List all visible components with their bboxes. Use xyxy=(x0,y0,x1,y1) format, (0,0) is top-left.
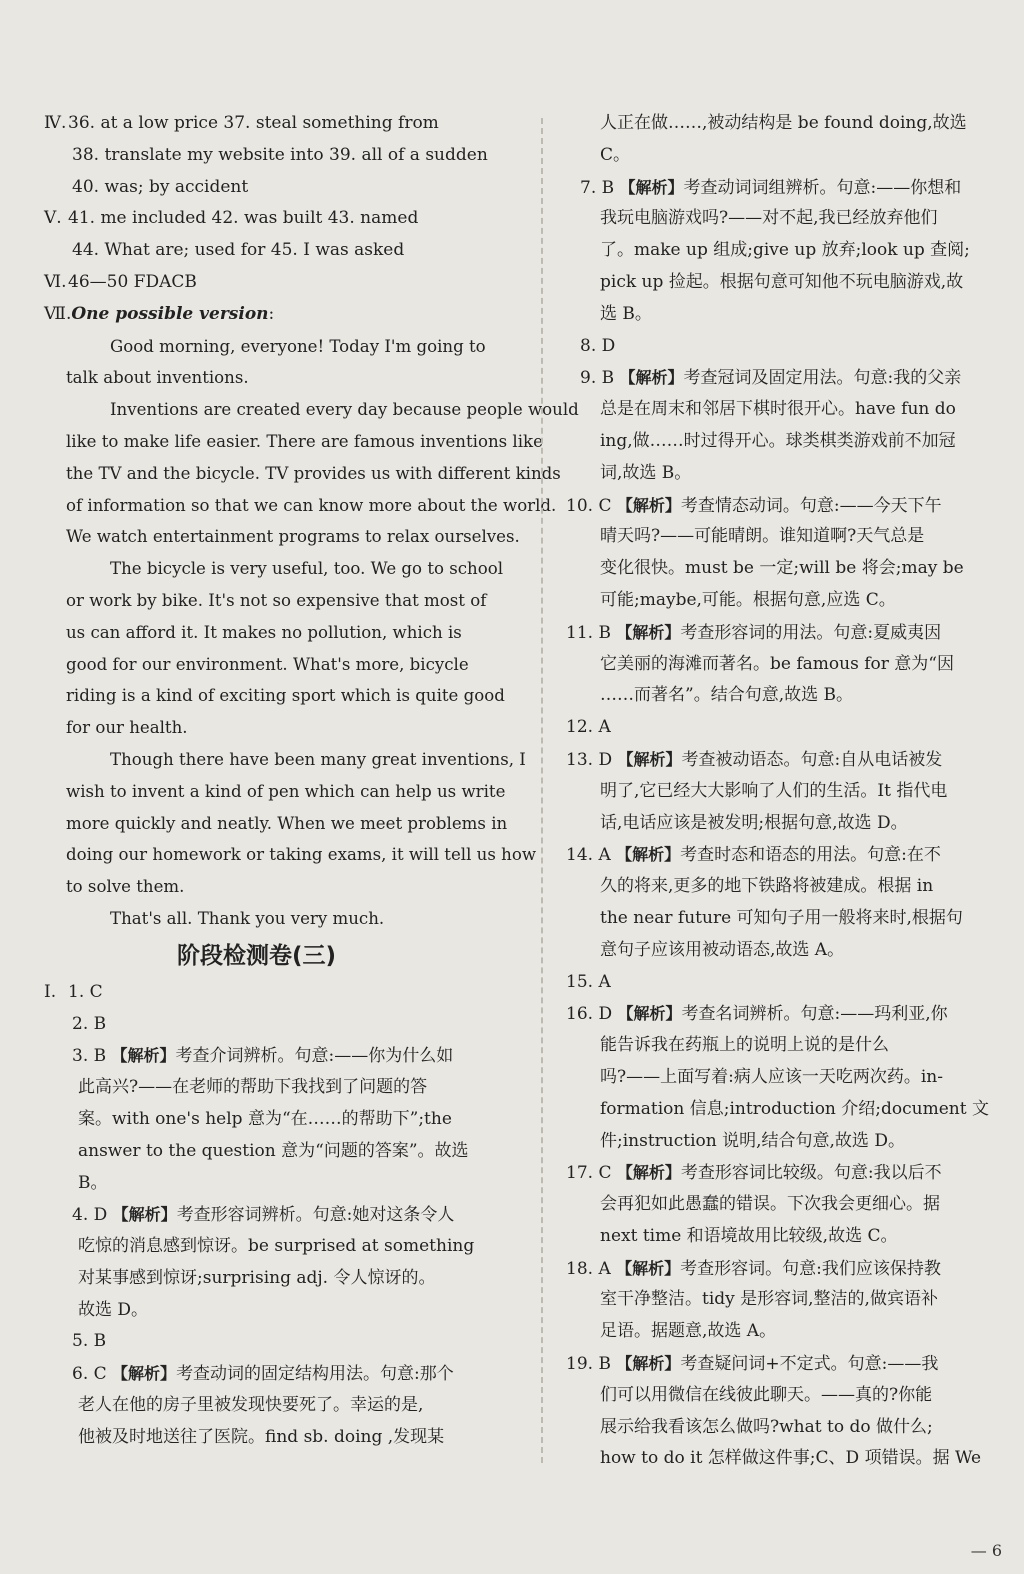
explanation-line: 明了,它已经大大影响了人们的生活。It 指代电 xyxy=(600,780,948,801)
explanation-line: 晴天吗?——可能晴朗。谁知道啊?天气总是 xyxy=(600,526,925,547)
answer-1: Ⅰ. 1. C xyxy=(44,977,529,1009)
explanation-line: 故选 D。 xyxy=(78,1299,149,1320)
right-column xyxy=(566,108,1024,1475)
answer-6: 6. C 【解析】考查动词的固定结构用法。句意:那个 xyxy=(72,1364,454,1385)
answer-number: 14. A xyxy=(566,845,611,866)
explanation-tag: 【解析】 xyxy=(619,177,684,197)
answer-number: 16. D xyxy=(566,1004,613,1025)
essay-line: of information so that we can know more about the world. xyxy=(66,495,557,515)
answer-item xyxy=(566,744,1024,776)
explanation-line: 可能;maybe,可能。根据句意,应选 C。 xyxy=(600,589,896,610)
explanation-line: 词,故选 B。 xyxy=(600,462,692,483)
explanation-line: 件;instruction 说明,结合句意,故选 D。 xyxy=(600,1130,905,1151)
explanation-line: B。 xyxy=(78,1172,108,1193)
essay-line: That's all. Thank you very much. xyxy=(110,908,385,928)
explanation-line: 对某事感到惊讶;surprising adj. 令人惊讶的。 xyxy=(78,1267,436,1288)
answer-number: 13. D xyxy=(566,749,613,770)
explanation-line: 吃惊的消息感到惊讶。be surprised at something xyxy=(78,1236,475,1257)
explanation-line: 足语。据题意,故选 A。 xyxy=(600,1321,777,1342)
explanation-tag: 【解析】 xyxy=(619,368,684,388)
answer-item xyxy=(566,362,1024,394)
essay-line: to solve them. xyxy=(66,877,185,897)
essay-line: The bicycle is very useful, too. We go to school xyxy=(110,559,504,579)
answer-item xyxy=(566,1157,1024,1189)
explanation-line: 案。with one's help 意为“在……的帮助下”;the xyxy=(78,1108,452,1129)
explanation-line: 意句子应该用被动语态,故选 A。 xyxy=(600,939,845,960)
answer-item xyxy=(566,490,1024,522)
essay-line: We watch entertainment programs to relax ourselves. xyxy=(66,527,520,547)
explanation-text: 考查情态动词。句意:——今天下午 xyxy=(680,495,942,516)
answer-number: 7. B xyxy=(580,177,615,198)
answer-number: 12. A xyxy=(566,717,611,738)
explanation-tag: 【解析】 xyxy=(616,845,681,865)
explanation-line: C。 xyxy=(600,144,631,165)
explanation-line: 人正在做……,被动结构是 be found doing,故选 xyxy=(600,113,967,133)
explanation-text: 考查形容词比较级。句意:我以后不 xyxy=(680,1163,942,1184)
explanation-line: 展示给我看该怎么做吗?what to do 做什么; xyxy=(600,1416,933,1437)
part7-label: Ⅶ. xyxy=(44,303,72,324)
essay-line: for our health. xyxy=(66,718,188,738)
answer-item xyxy=(566,1253,1024,1285)
explanation-line: 我玩电脑游戏吗?——对不起,我已经放弃他们 xyxy=(600,208,938,229)
answer-number: 9. B xyxy=(580,368,615,389)
part6-label: Ⅵ. xyxy=(44,271,67,292)
explanation-line: 总是在周末和邻居下棋时很开心。have fun do xyxy=(600,399,956,420)
answer-number: 19. B xyxy=(566,1354,611,1375)
left-column xyxy=(44,108,579,1454)
answer-item xyxy=(566,712,1024,744)
part6-line: Ⅵ.46—50 FDACB xyxy=(44,267,529,299)
explanation-tag: 【解析】 xyxy=(616,495,681,515)
essay-line: us can afford it. It makes no pollution, which is xyxy=(66,622,462,642)
column-divider xyxy=(541,118,543,1463)
answer-item xyxy=(566,172,1024,204)
explanation-line: 他被及时地送往了医院。find sb. doing ,发现某 xyxy=(78,1426,445,1447)
answer-4: 4. D 【解析】考查形容词辨析。句意:她对这条令人 xyxy=(72,1205,455,1226)
answer-item xyxy=(566,617,1024,649)
explanation-tag: 【解析】 xyxy=(617,749,682,769)
explanation-text: 考查时态和语态的用法。句意:在不 xyxy=(680,845,941,866)
explanation-text: 考查名词辨析。句意:——玛利亚,你 xyxy=(681,1004,948,1025)
essay-line: more quickly and neatly. When we meet problems in xyxy=(66,813,508,833)
explanation-line: 室干净整洁。tidy 是形容词,整洁的,做宾语补 xyxy=(600,1289,938,1310)
answer-number: 17. C xyxy=(566,1163,612,1184)
essay-line: Though there have been many great inventions, I xyxy=(110,749,526,769)
essay-line: talk about inventions. xyxy=(66,368,249,388)
essay-line: or work by bike. It's not so expensive that most of xyxy=(66,590,487,610)
answer-number: 18. A xyxy=(566,1258,611,1279)
explanation-tag: 【解析】 xyxy=(616,622,681,642)
explanation-tag: 【解析】 xyxy=(616,1163,681,1183)
answer-item xyxy=(566,1348,1024,1380)
explanation-line: 久的将来,更多的地下铁路将被建成。根据 in xyxy=(600,876,934,897)
explanation-tag: 【解析】 xyxy=(616,1354,681,1374)
essay-line: riding is a kind of exciting sport which is quite good xyxy=(66,686,505,706)
essay-line: like to make life easier. There are famous inventions like xyxy=(66,431,543,451)
essay-line: the TV and the bicycle. TV provides us with different kinds xyxy=(66,463,561,483)
explanation-text: 考查冠词及固定用法。句意:我的父亲 xyxy=(683,368,962,389)
part4-line-3: 40. was; by accident xyxy=(72,176,249,197)
explanation-line: next time 和语境故用比较级,故选 C。 xyxy=(600,1225,898,1246)
explanation-line: 能告诉我在药瓶上的说明上说的是什么 xyxy=(600,1035,889,1056)
answer-number: 8. D xyxy=(580,335,616,356)
part5-line-1: Ⅴ. 41. me included 42. was built 43. named xyxy=(44,203,529,235)
explanation-line: ing,做……时过得开心。球类棋类游戏前不加冠 xyxy=(600,430,956,451)
explanation-line: 话,电话应该是被发明;根据句意,故选 D。 xyxy=(600,812,908,833)
explanation-line: 变化很快。must be 一定;will be 将会;may be xyxy=(600,558,964,579)
explanation-tag: 【解析】 xyxy=(616,1258,681,1278)
explanation-text: 考查动词词组辨析。句意:——你想和 xyxy=(683,177,962,198)
explanation-line: formation 信息;introduction 介绍;document 文 xyxy=(600,1098,989,1119)
part4-label: Ⅳ. xyxy=(44,113,67,133)
explanation-line: pick up 捡起。根据句意可知他不玩电脑游戏,故 xyxy=(600,271,964,292)
explanation-text: 考查形容词。句意:我们应该保持教 xyxy=(680,1258,941,1279)
explanation-line: 它美丽的海滩而著名。be famous for 意为“因 xyxy=(600,653,954,674)
answer-5: 5. B xyxy=(72,1331,107,1352)
section-label: Ⅰ. xyxy=(44,981,57,1002)
part5-line-2: 44. What are; used for 45. I was asked xyxy=(72,240,405,261)
essay xyxy=(44,331,579,935)
explanation-line: how to do it 怎样做这件事;C、D 项错误。据 We xyxy=(600,1448,982,1469)
section-title: 阶段检测卷(三) xyxy=(176,942,337,969)
essay-line: good for our environment. What's more, bicycle xyxy=(66,654,469,674)
explanation-line: 选 B。 xyxy=(600,303,652,324)
explanation-line: 老人在他的房子里被发现快要死了。幸运的是, xyxy=(78,1395,424,1416)
essay-line: doing our homework or taking exams, it will tell us how xyxy=(66,845,537,865)
explanation-text: 考查疑问词+不定式。句意:——我 xyxy=(680,1354,939,1375)
essay-line: wish to invent a kind of pen which can help us write xyxy=(66,781,506,801)
answer-item xyxy=(566,967,1024,999)
part4-line-1: Ⅳ.36. at a low price 37. steal something from xyxy=(44,108,529,140)
answer-item xyxy=(566,331,1024,363)
explanation-text: 考查形容词的用法。句意:夏威夷因 xyxy=(680,622,942,643)
essay-line: Inventions are created every day because people would xyxy=(110,400,579,420)
explanation-tag: 【解析】 xyxy=(617,1004,682,1024)
explanation-line: 了。make up 组成;give up 放弃;look up 查阅; xyxy=(600,240,970,261)
answer-number: 15. A xyxy=(566,971,611,992)
explanation-line: 会再犯如此愚蠢的错误。下次我会更细心。据 xyxy=(600,1194,940,1215)
answer-3: 3. B 【解析】考查介词辨析。句意:——你为什么如 xyxy=(72,1046,454,1067)
part5-label: Ⅴ. xyxy=(44,208,62,229)
answer-2: 2. B xyxy=(72,1013,107,1034)
explanation-line: ……而著名”。结合句意,故选 B。 xyxy=(600,685,853,706)
answer-number: 10. C xyxy=(566,495,612,516)
answer-item xyxy=(566,998,1024,1030)
essay-line: Good morning, everyone! Today I'm going to xyxy=(110,336,486,356)
explanation-line: 们可以用微信在线彼此聊天。——真的?你能 xyxy=(600,1384,933,1405)
part7-heading: Ⅶ.One possible version: xyxy=(44,299,529,331)
explanation-line: the near future 可知句子用一般将来时,根据句 xyxy=(600,907,963,928)
part4-line-2: 38. translate my website into 39. all of a sudden xyxy=(72,144,488,165)
answer-number: 11. B xyxy=(566,622,611,643)
explanation-line: 此高兴?——在老师的帮助下我找到了问题的答 xyxy=(78,1077,428,1098)
explanation-text: 考查被动语态。句意:自从电话被发 xyxy=(681,749,943,770)
explanation-line: 吗?——上面写着:病人应该一天吃两次药。in- xyxy=(600,1066,943,1087)
page-number: — 6 xyxy=(970,1541,1002,1560)
answer-item xyxy=(566,839,1024,871)
explanation-line: answer to the question 意为“问题的答案”。故选 xyxy=(78,1140,469,1161)
